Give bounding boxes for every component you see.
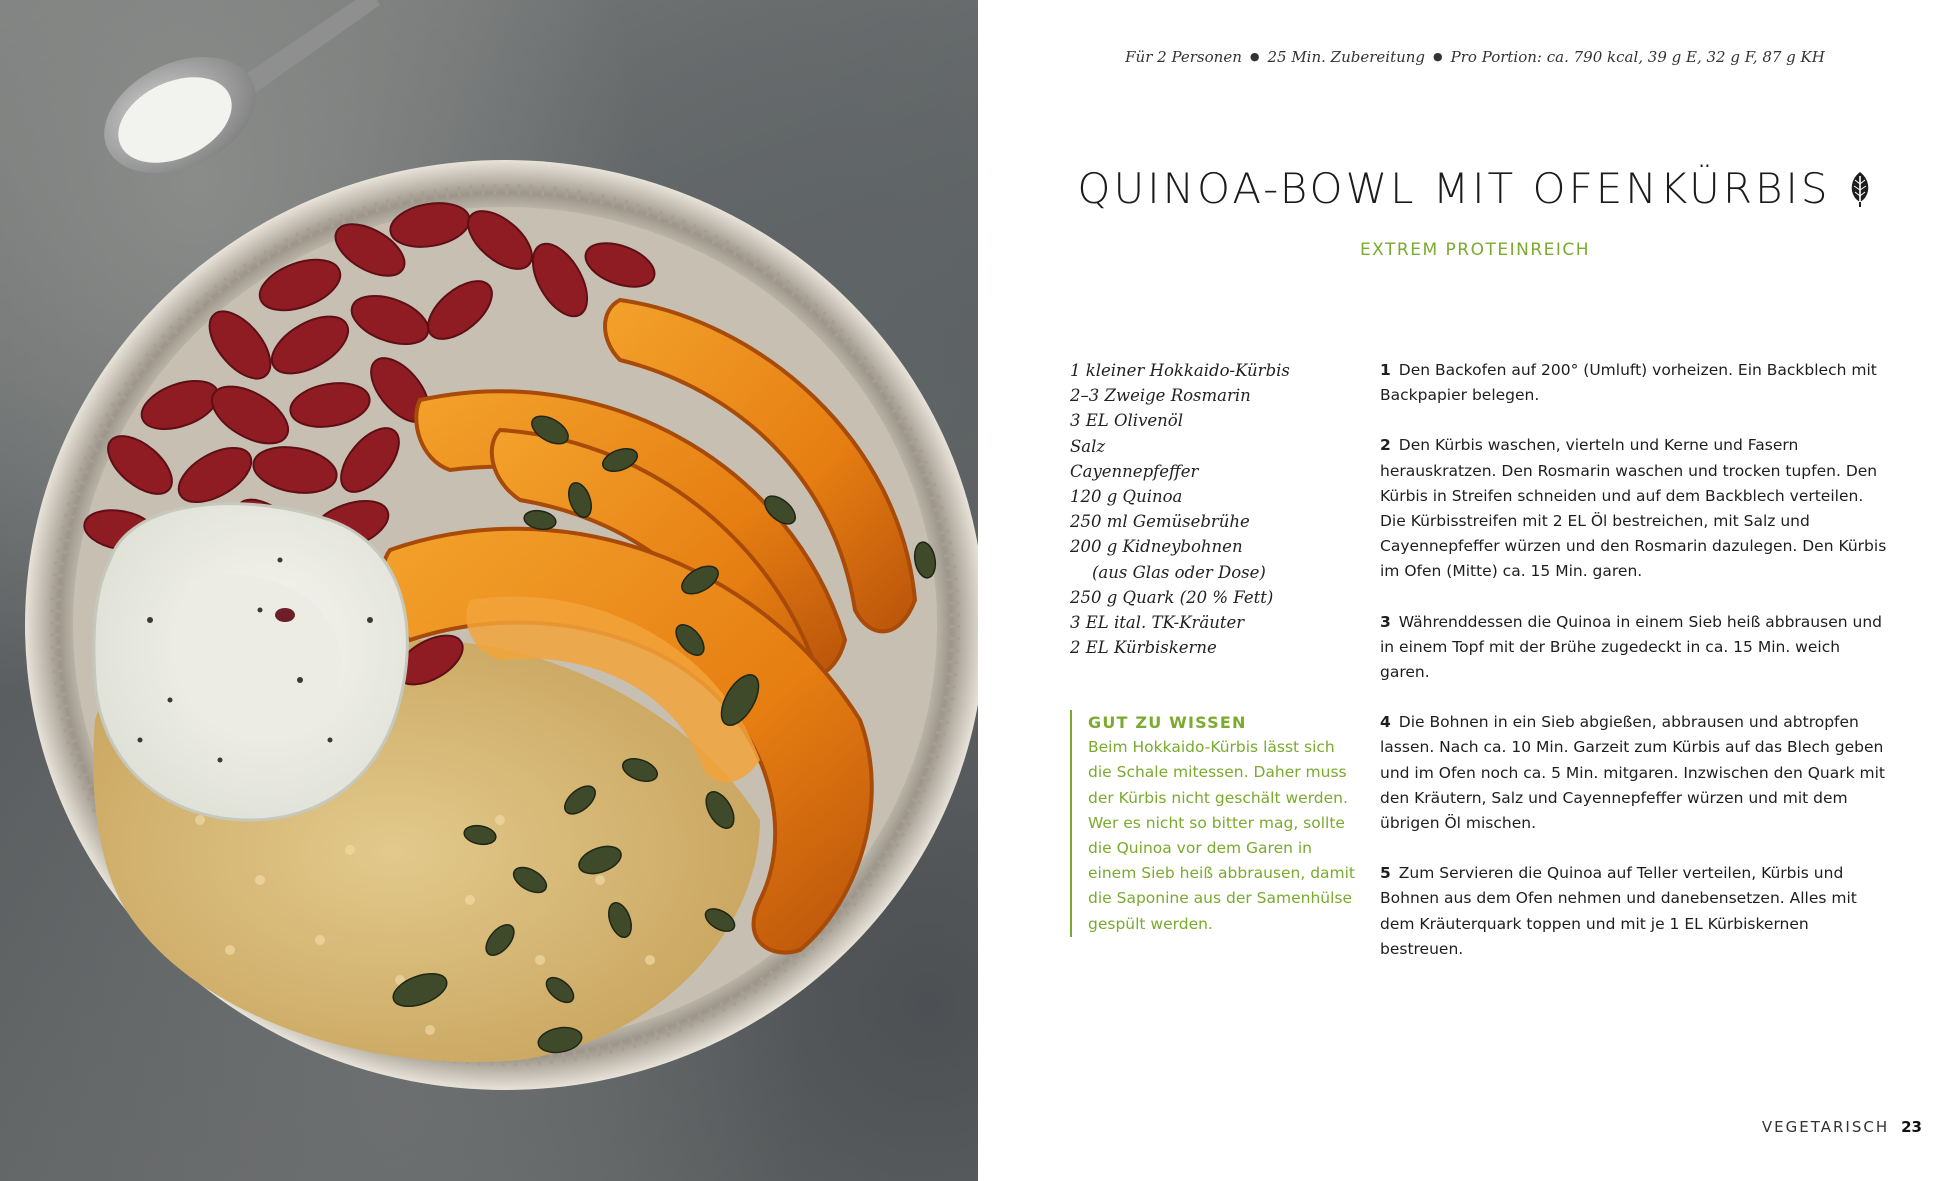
page-footer [1762, 1118, 1922, 1136]
servings: Für 2 Personen [1125, 48, 1242, 66]
separator-dot: ● [1249, 50, 1260, 63]
step-item [1380, 861, 1890, 962]
recipe-title-block [1060, 164, 1890, 213]
herb-quark [94, 504, 407, 820]
recipe-subtitle: EXTREM PROTEINREICH [1359, 240, 1591, 260]
ingredient-item: 2–3 Zweige Rosmarin [1070, 386, 1251, 406]
step-text: Zum Servieren die Quinoa auf Teller verteilen, Kürbis und Bohnen aus dem Ofen nehmen und danebensetzen. Alles mit dem Kräuterquark toppen und mit je 1 EL Kürbiskernen bestreuen. [1380, 864, 1857, 958]
step-number: 3 [1380, 612, 1391, 631]
tip-body: Beim Hokkaido-Kürbis lässt sich die Schale mitessen. Daher muss der Kürbis nicht geschält werden. Wer es nicht so bitter mag, sollte die Quinoa vor dem Garen in einem Sieb heiß abbrausen, damit die Saponine aus der Samenhülse gespült werden. [1088, 738, 1356, 933]
step-item [1380, 710, 1890, 836]
tip-title: GUT ZU WISSEN [1088, 713, 1247, 732]
ingredient-item: 1 kleiner Hokkaido-Kürbis [1070, 361, 1290, 380]
step-number: 2 [1380, 436, 1391, 455]
recipe-title: QUINOA-BOWL MIT OFENKÜRBIS [1077, 164, 1831, 213]
step-text: Währenddessen die Quinoa in einem Sieb heiß abbrausen und in einem Topf mit der Brühe zugedeckt in ca. 15 Min. weich garen. [1380, 612, 1882, 682]
ingredient-item: 250 g Quark (20 % Fett) [1070, 587, 1274, 607]
ingredient-list [1070, 358, 1320, 660]
ingredient-item: Salz [1070, 436, 1106, 456]
ingredient-item: 3 EL ital. TK-Kräuter [1070, 613, 1245, 633]
separator-dot: ● [1433, 50, 1443, 63]
step-item [1380, 358, 1890, 408]
preparation-steps [1380, 358, 1890, 987]
ingredient-item: 120 g Quinoa [1070, 487, 1183, 507]
recipe-meta [1060, 48, 1890, 66]
step-number: 5 [1380, 864, 1391, 883]
step-item [1380, 610, 1890, 686]
step-number: 4 [1380, 713, 1391, 732]
step-number: 1 [1380, 361, 1391, 379]
prep-time: 25 Min. Zubereitung [1267, 48, 1426, 66]
ingredient-item-note: (aus Glas oder Dose) [1092, 562, 1266, 582]
leaf-icon [1847, 170, 1873, 208]
tip-box [1070, 710, 1358, 937]
ingredient-item: Cayennepfeffer [1070, 461, 1199, 481]
step-item [1380, 433, 1890, 584]
section-label: VEGETARISCH [1761, 1118, 1890, 1136]
step-text: Die Bohnen in ein Sieb abgießen, abbrausen und abtropfen lassen. Nach ca. 10 Min. Garzeit zum Kürbis auf das Blech geben und im Ofen noch ca. 5 Min. mitgaren. Inzwischen den Quark mit den Kräutern, Salz und Cayennepfeffer würzen und mit dem übrigen Öl mischen. [1380, 713, 1885, 833]
page-number: 23 [1901, 1118, 1922, 1136]
nutrition: Pro Portion: ca. 790 kcal, 39 g E, 32 g F, 87 g KH [1450, 48, 1825, 66]
ingredient-item: 2 EL Kürbiskerne [1070, 638, 1217, 658]
spoon [86, 0, 380, 196]
ingredient-item: 250 ml Gemüsebrühe [1070, 512, 1250, 532]
step-text: Den Kürbis waschen, vierteln und Kerne und Fasern herauskratzen. Den Rosmarin waschen und trocken tupfen. Den Kürbis in Streifen schneiden und auf dem Backblech verteilen. Die Kürbisstreifen mit 2 EL Öl bestreichen, mit Salz und Cayennepfeffer würzen und den Rosmarin dazulegen. Den Kürbis im Ofen (Mitte) ca. 15 Min. garen. [1380, 436, 1887, 581]
ingredient-item: 200 g Kidneybohnen [1070, 537, 1243, 557]
step-text: Den Backofen auf 200° (Umluft) vorheizen. Ein Backblech mit Backpapier belegen. [1380, 361, 1877, 405]
ingredient-item: 3 EL Olivenöl [1070, 411, 1183, 431]
